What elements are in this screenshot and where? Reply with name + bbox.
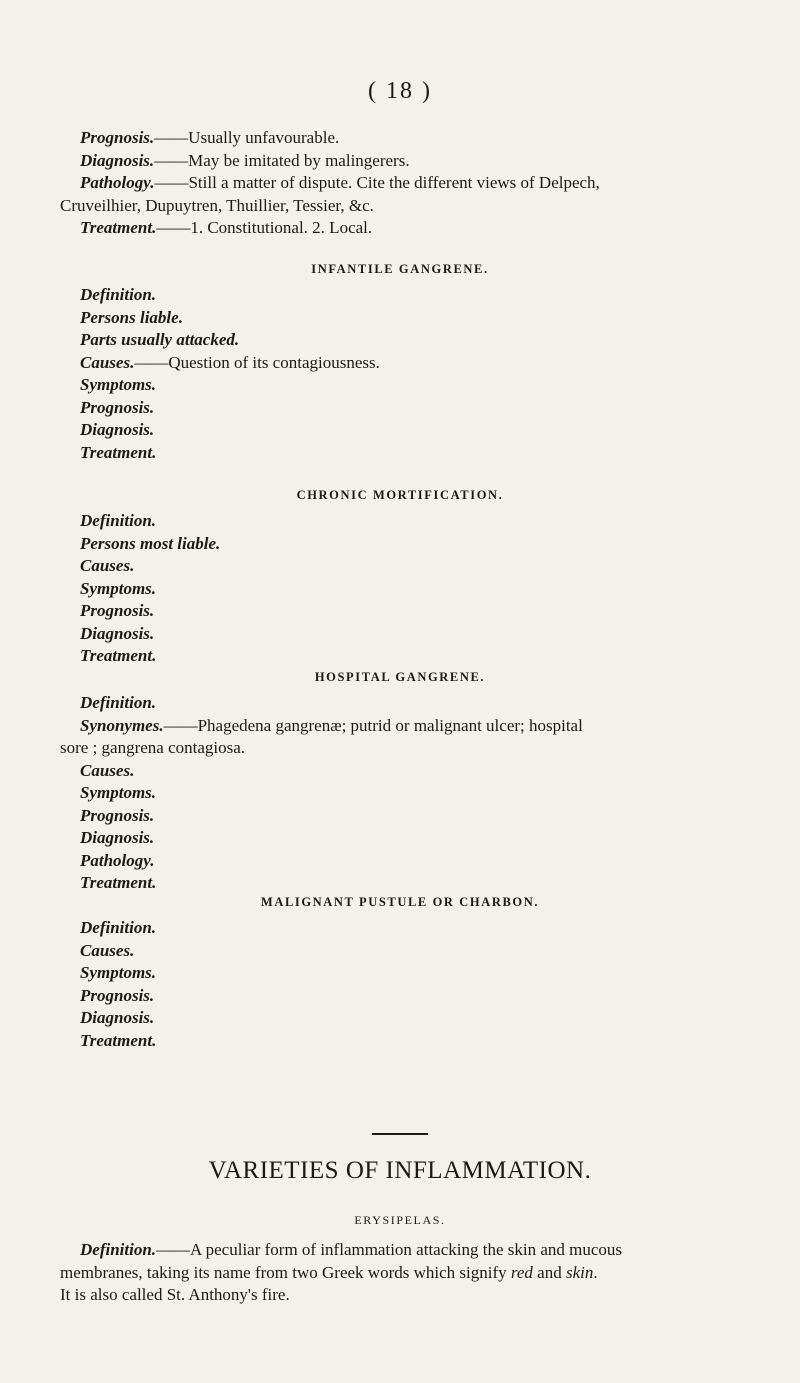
emphasis-word: red [510, 1262, 533, 1282]
dash: —— [154, 150, 189, 170]
diagnosis-line [60, 150, 760, 173]
list-item: Symptoms. [80, 963, 157, 982]
diagnosis-label: Diagnosis. [80, 150, 155, 170]
dash: —— [154, 128, 189, 147]
list-item: Causes. [80, 556, 135, 575]
dash: —— [156, 1240, 191, 1259]
pathology-line [60, 172, 760, 195]
section-heading-malignant: MALIGNANT PUSTULE OR CHARBON. [260, 895, 540, 909]
list-item: Persons most liable. [80, 533, 221, 553]
list-item: Treatment. [80, 873, 157, 892]
causes-text: Question of its contagiousness. [168, 352, 380, 372]
synonymes-continuation: sore ; gangrena contagiosa. [60, 738, 246, 757]
definition-line-3: It is also called St. Anthony's fire. [60, 1285, 290, 1304]
list-item: Diagnosis. [80, 623, 155, 643]
section-heading-hospital: HOSPITAL GANGRENE. [314, 670, 486, 684]
list-item: Definition. [80, 693, 157, 712]
list-item: Diagnosis. [80, 828, 155, 847]
section-heading-erysipelas: ERYSIPELAS. [354, 1213, 446, 1227]
emphasis-word: skin [565, 1262, 594, 1282]
causes-line [60, 352, 760, 375]
list-item: Prognosis. [80, 397, 155, 417]
list-item: Causes. [80, 940, 135, 960]
text-segment: membranes, taking its name from two Greek words which signify [60, 1262, 511, 1282]
synonymes-text: Phagedena gangrenæ; putrid or malignant ulcer; hospital [197, 715, 583, 735]
section-heading-chronic: CHRONIC MORTIFICATION. [296, 488, 504, 502]
list-item: Treatment. [80, 442, 157, 462]
prognosis-line [60, 127, 760, 150]
list-item: Prognosis. [80, 805, 155, 825]
list-item: Definition. [80, 285, 157, 304]
diagnosis-text: May be imitated by malingerers. [188, 150, 410, 170]
list-item: Definition. [80, 511, 157, 530]
list-item: Symptoms. [80, 578, 157, 598]
list-item: Treatment. [80, 1030, 157, 1050]
list-item: Parts usually attacked. [80, 330, 240, 349]
prognosis-label: Prognosis. [80, 128, 155, 147]
pathology-text: Still a matter of dispute. Cite the different views of Delpech, [188, 173, 600, 192]
list-item: Symptoms. [80, 783, 157, 802]
chronic-section [60, 510, 760, 668]
synonymes-line [60, 715, 760, 738]
infantile-section [60, 284, 760, 464]
intro-section [60, 127, 760, 240]
list-item: Treatment. [80, 646, 157, 665]
list-item: Causes. [80, 760, 135, 780]
list-item: Diagnosis. [80, 1008, 155, 1027]
section-divider-rule [372, 1133, 428, 1135]
definition-continuation [60, 1262, 760, 1285]
list-item: Symptoms. [80, 375, 157, 394]
malignant-section [60, 917, 760, 1052]
section-heading-infantile: INFANTILE GANGRENE. [311, 262, 489, 276]
list-item: Prognosis. [80, 601, 155, 620]
pathology-continuation: Cruveilhier, Dupuytren, Thuillier, Tessier, &c. [60, 195, 374, 215]
list-item: Persons liable. [80, 307, 183, 327]
list-item: Definition. [80, 918, 157, 937]
page-number: ( 18 ) [368, 78, 432, 104]
dash: —— [134, 352, 169, 372]
erysipelas-section [60, 1239, 760, 1307]
list-item: Prognosis. [80, 985, 155, 1005]
treatment-line [60, 217, 760, 240]
definition-text: A peculiar form of inflammation attacking the skin and mucous [190, 1240, 623, 1259]
hospital-section [60, 692, 760, 895]
dash: —— [156, 218, 191, 237]
list-item: Pathology. [80, 850, 155, 870]
treatment-text: 1. Constitutional. 2. Local. [190, 218, 373, 237]
definition-label: Definition. [80, 1240, 157, 1259]
pathology-label: Pathology. [80, 173, 155, 192]
text-segment: and [532, 1262, 566, 1282]
definition-line [60, 1239, 760, 1262]
causes-label: Causes. [80, 352, 135, 372]
synonymes-label: Synonymes. [80, 715, 164, 735]
text-segment: . [593, 1262, 598, 1282]
treatment-label: Treatment. [80, 218, 157, 237]
dash: —— [154, 173, 189, 192]
list-item: Diagnosis. [80, 420, 155, 439]
prognosis-text: Usually unfavourable. [188, 128, 340, 147]
chapter-title: VARIETIES OF INFLAMMATION. [208, 1157, 592, 1184]
dash: —— [163, 715, 198, 735]
